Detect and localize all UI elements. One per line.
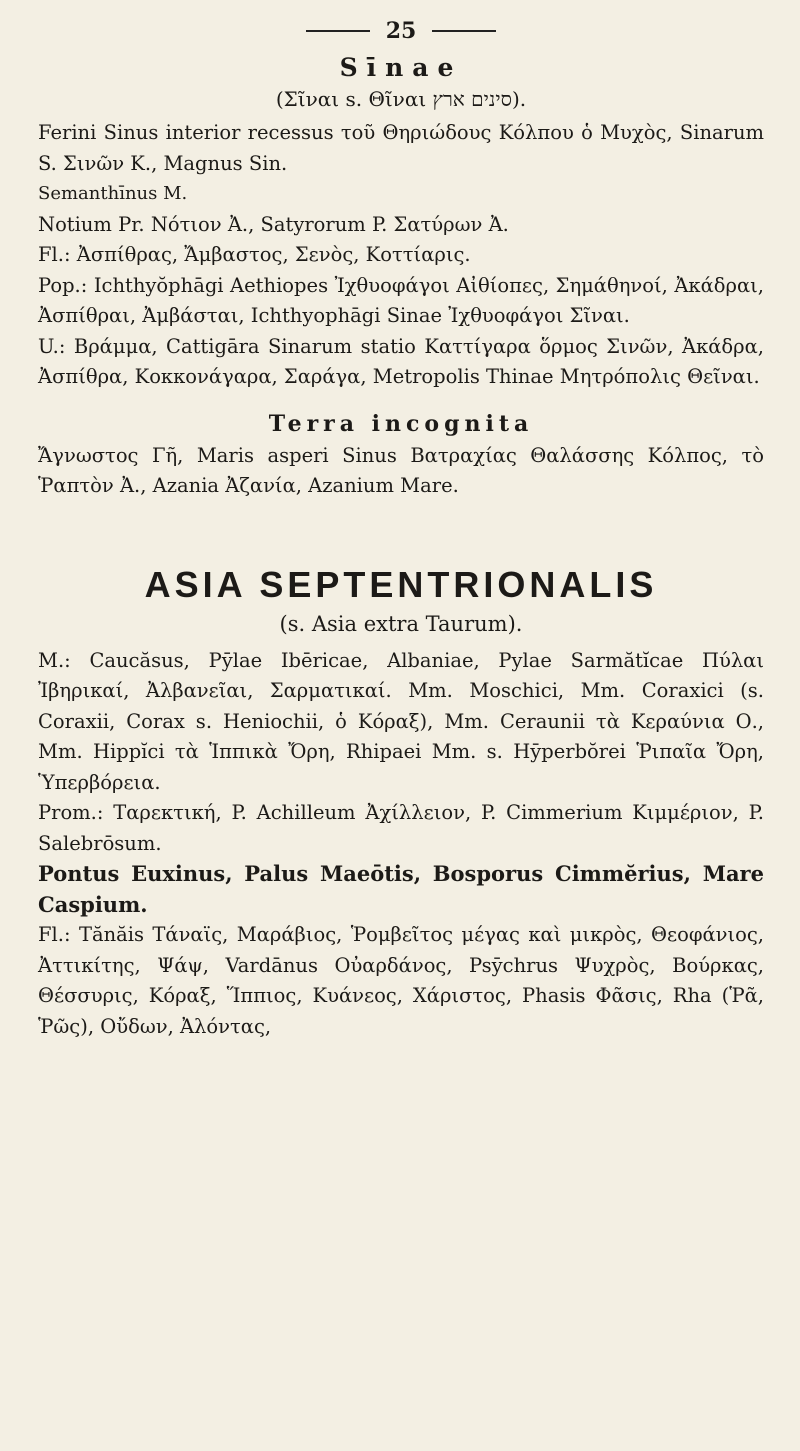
paragraph-sinae-mountains: Semanthīnus M. <box>38 183 188 204</box>
paragraph-sinae-gulfs: Ferini Sinus interior recessus τοῦ Θηριώδους Κόλπου ὁ Μυχὸς, Sinarum S. Σινῶν Κ., Magnus Sin. <box>38 121 764 175</box>
section-subtitle-sinae: (Σῖναι s. Θῖναι סינים ארץ). <box>275 87 527 111</box>
section-title-terra-incognita: Terra incognita <box>268 410 534 437</box>
paragraph-asia-rivers: Fl.: Tănăis Τάναϊς, Μαράβιος, Ῥομβεῖτος μέγας καὶ μικρὸς, Θεοφάνιος, Ἀττικίτης, Ψάψ, Vardānus Οὐαρδάνος, Psȳchrus Ψυχρὸς, Βούρκας, Θέσσυρις, Κόραξ, Ἵππιος, Κυάνεος, Χάριστος, Phasis Φᾶσις, Rha (Ῥᾶ, Ῥῶς), Οὔδων, Ἀλόντας, <box>38 923 764 1038</box>
header-rule-right <box>432 30 496 32</box>
section-title-asia-septentrionalis: ASIA SEPTENTRIONALIS <box>144 563 658 605</box>
paragraph-sinae-rivers: Fl.: Ἀσπίθρας, Ἄμβαστος, Σενὸς, Κοττίαρις. <box>38 243 471 266</box>
paragraph-asia-promontories: Prom.: Ταρεκτική, P. Achilleum Ἀχίλλειον, P. Cimmerium Κιμμέριον, P. Salebrōsum. <box>38 801 764 855</box>
page-header <box>38 14 764 48</box>
section-title-sinae: Sīnae <box>339 53 463 82</box>
header-rule-left <box>306 30 370 32</box>
paragraph-terra-incognita: Ἄγνωστος Γῆ, Maris asperi Sinus Βατραχίας Θαλάσσης Κόλπος, τὸ Ῥαπτὸν Ἀ., Azania Ἀζανία, Azanium Mare. <box>38 443 764 497</box>
paragraph-sinae-cities: U.: Βράμμα, Cattigāra Sinarum statio Καττίγαρα ὅρμος Σινῶν, Ἀκάδρα, Ἀσπίθρα, Κοκκονάγαρα, Σαράγα, Metropolis Thinae Μητρόπολις Θεῖναι. <box>38 334 764 388</box>
paragraph-sinae-peoples: Pop.: Ichthyŏphāgi Aethiopes Ἰχθυοφάγοι Αἰθίοπες, Σημάθηνοί, Ἀκάδραι, Ἀσπίθραι, Ἀμβάσται, Ichthyophāgi Sinae Ἰχθυοφάγοι Σῖναι. <box>38 273 764 327</box>
paragraph-sinae-promontories: Notium Pr. Νότιον Ἀ., Satyrorum P. Σατύρων Ἀ. <box>38 212 509 236</box>
paragraph-asia-seas: Pontus Euxinus, Palus Maeōtis, Bosporus Cimmĕrius, Mare Caspium. <box>38 861 764 917</box>
section-subtitle-asia: (s. Asia extra Taurum). <box>279 611 523 636</box>
paragraph-asia-mountains: M.: Caucăsus, Pȳlae Ibēricae, Albaniae, Pylae Sarmătĭcae Πύλαι Ἰβηρικαί, Ἀλβανεῖαι, Σαρματικαί. Mm. Moschici, Mm. Coraxici (s. Coraxii, Corax s. Heniochii, ὁ Κόραξ), Mm. Ceraunii τὰ Κεραύνια Ο., Mm. Hippĭci τὰ Ἱππικὰ Ὄρη, Rhipaei Mm. s. Hȳperbŏrei Ῥιπαῖα Ὄρη, Ὑπερβόρεια. <box>38 648 764 794</box>
page-number: 25 <box>385 18 417 44</box>
